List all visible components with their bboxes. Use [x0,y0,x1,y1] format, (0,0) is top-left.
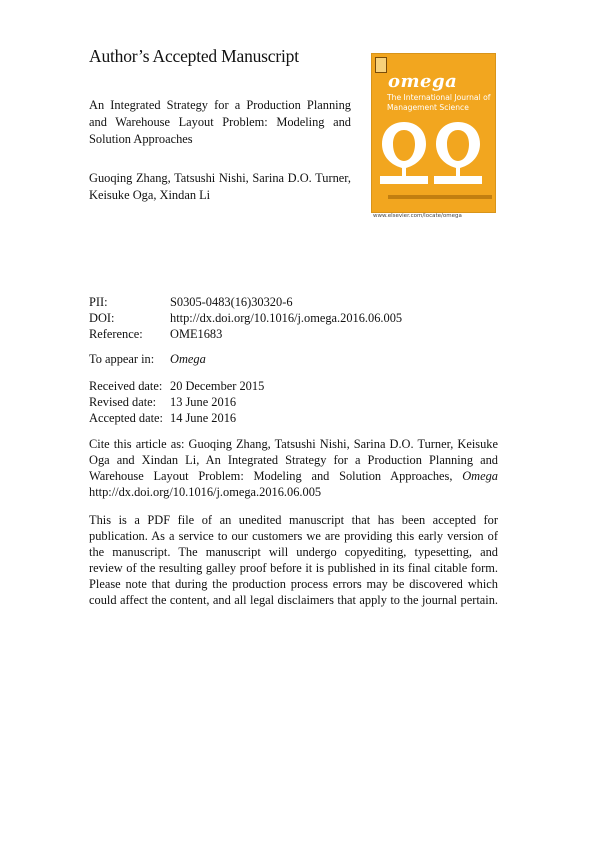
citation-line-text: Warehouse Layout Problem: Modeling and Solution Approaches, [89,469,453,483]
citation-line: Cite this article as: Guoqing Zhang, Tatsushi Nishi, Sarina D.O. Turner, Keisuke [89,437,498,451]
omega-symbol-icon [372,114,495,194]
accepted-date-label: Accepted date: [89,411,163,425]
citation-paragraph [89,436,498,500]
cover-url[interactable]: www.elsevier.com/locate/omega [373,213,462,219]
received-date-value: 20 December 2015 [170,379,265,393]
cover-journal-logo: omega [388,71,458,92]
notice-line: the manuscript. The manuscript will undergo copyediting, typesetting, and [89,545,498,559]
appear-in-label: To appear in: [89,352,155,366]
citation-journal: Omega [462,469,498,483]
revised-date-label: Revised date: [89,395,157,409]
journal-cover [371,53,496,213]
citation-doi-link[interactable]: http://dx.doi.org/10.1016/j.omega.2016.06.005 [89,485,322,499]
doi-link[interactable]: http://dx.doi.org/10.1016/j.omega.2016.06.005 [170,311,403,325]
appear-in-journal: Omega [170,352,206,366]
notice-paragraph [89,512,498,608]
pii-label: PII: [89,295,108,309]
article-authors: Guoqing Zhang, Tatsushi Nishi, Sarina D.O. Turner, Keisuke Oga, Xindan Li [89,171,351,202]
pii-value: S0305-0483(16)30320-6 [170,295,293,309]
received-date-label: Received date: [89,379,163,393]
citation-line [89,468,498,484]
accepted-date-value: 14 June 2016 [170,411,237,425]
revised-date-value: 13 June 2016 [170,395,237,409]
cover-footer-bar [388,195,492,199]
notice-line: Please note that during the production process errors may be discovered which [89,577,498,591]
doi-label: DOI: [89,311,115,325]
reference-value: OME1683 [170,327,223,341]
cover-subtitle: The International Journal of Management Science [387,93,491,112]
manuscript-header: Author’s Accepted Manuscript [89,46,299,66]
notice-line: publication. As a service to our customers we are providing this early version of [89,529,498,543]
citation-line: Oga and Xindan Li, An Integrated Strategy for a Production Planning and [89,453,498,467]
article-title: An Integrated Strategy for a Production Planning and Warehouse Layout Problem: Modeling and Solution Approaches [89,98,351,146]
reference-label: Reference: [89,327,143,341]
notice-line: could affect the content, and all legal disclaimers that apply to the journal pertain. [89,593,498,607]
notice-line: review of the resulting galley proof before it is published in its final citable form. [89,561,498,575]
notice-line: This is a PDF file of an unedited manuscript that has been accepted for [89,513,498,527]
elsevier-logo-icon [375,57,387,73]
